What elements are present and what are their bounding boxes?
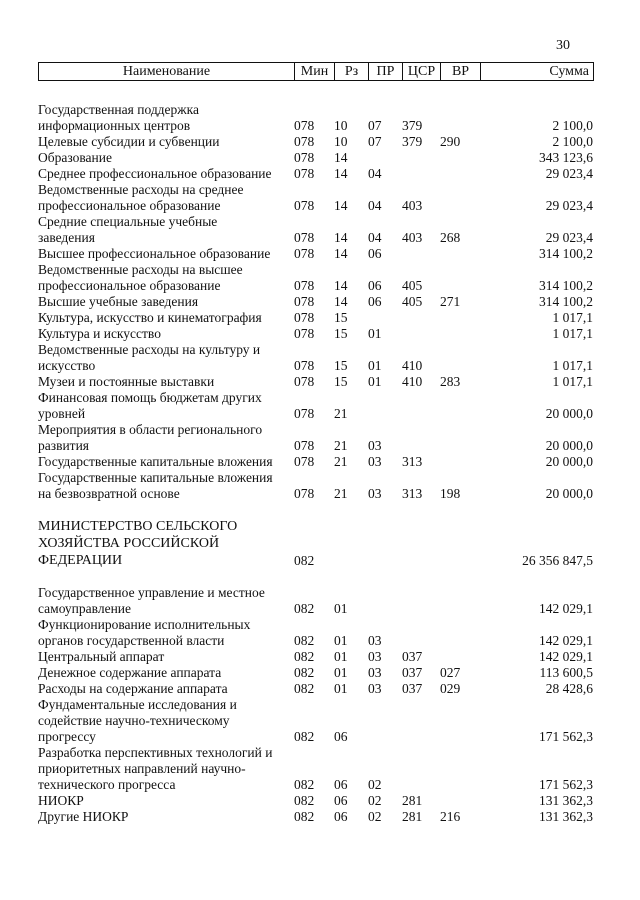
cell-min: 078 xyxy=(294,454,315,469)
cell-csr xyxy=(402,326,440,342)
cell-sum: 20 000,0 xyxy=(545,454,593,469)
cell-name xyxy=(38,134,294,150)
header-min: Мин xyxy=(295,63,335,81)
ministry-row xyxy=(38,518,593,569)
cell-vr xyxy=(440,518,480,569)
table-row xyxy=(38,326,593,342)
cell-name xyxy=(38,809,294,825)
cell-vr: 268 xyxy=(440,230,461,245)
name-line: Высшие учебные заведения xyxy=(38,294,199,309)
cell-min: 082 xyxy=(294,601,315,616)
cell-min: 082 xyxy=(294,809,315,824)
cell-vr xyxy=(440,310,480,326)
cell-vr xyxy=(440,182,480,214)
cell-name xyxy=(38,166,294,182)
cell-sum: 343 123,6 xyxy=(539,150,593,165)
cell-min: 078 xyxy=(294,230,315,245)
cell-sum: 314 100,2 xyxy=(539,278,593,293)
cell-rz: 14 xyxy=(334,198,348,213)
table-row xyxy=(38,454,593,470)
table-row xyxy=(38,809,593,825)
cell-vr: 198 xyxy=(440,486,461,501)
cell-name xyxy=(38,681,294,697)
cell-csr xyxy=(402,585,440,617)
cell-sum: 20 000,0 xyxy=(545,486,593,501)
cell-csr: 313 xyxy=(402,454,423,469)
cell-rz: 14 xyxy=(334,246,348,261)
cell-csr: 410 xyxy=(402,358,423,373)
cell-csr: 403 xyxy=(402,198,423,213)
table-row xyxy=(38,665,593,681)
cell-rz: 15 xyxy=(334,310,348,325)
cell-name xyxy=(38,697,294,745)
table-row xyxy=(38,649,593,665)
cell-csr xyxy=(402,422,440,454)
cell-rz: 21 xyxy=(334,486,348,501)
cell-name xyxy=(38,182,294,214)
cell-name xyxy=(38,390,294,422)
cell-name xyxy=(38,294,294,310)
cell-min: 082 xyxy=(294,793,315,808)
cell-csr xyxy=(402,697,440,745)
table-row xyxy=(38,617,593,649)
cell-sum: 1 017,1 xyxy=(552,358,593,373)
cell-vr xyxy=(440,390,480,422)
cell-csr xyxy=(402,310,440,326)
table-row xyxy=(38,793,593,809)
cell-pr xyxy=(368,390,402,422)
cell-vr xyxy=(440,585,480,617)
cell-vr: 029 xyxy=(440,681,461,696)
cell-pr: 06 xyxy=(368,294,382,309)
cell-name xyxy=(38,617,294,649)
table-row xyxy=(38,422,593,454)
cell-csr: 405 xyxy=(402,278,423,293)
cell-min: 078 xyxy=(294,246,315,261)
cell-pr: 02 xyxy=(368,793,382,808)
cell-sum: 1 017,1 xyxy=(552,374,593,389)
cell-rz: 01 xyxy=(334,633,348,648)
cell-sum: 142 029,1 xyxy=(539,649,593,664)
spacer-row xyxy=(38,502,593,518)
cell-pr xyxy=(368,150,402,166)
name-line: Денежное содержание аппарата xyxy=(38,665,222,680)
table-row xyxy=(38,150,593,166)
cell-pr: 03 xyxy=(368,454,382,469)
cell-pr: 04 xyxy=(368,230,382,245)
cell-csr xyxy=(402,390,440,422)
table-row xyxy=(38,390,593,422)
cell-min: 078 xyxy=(294,438,315,453)
name-line: органов государственной власти xyxy=(38,633,225,648)
table-row xyxy=(38,102,593,134)
cell-rz: 14 xyxy=(334,294,348,309)
cell-pr: 02 xyxy=(368,777,382,792)
cell-rz: 06 xyxy=(334,793,348,808)
cell-csr: 379 xyxy=(402,118,423,133)
cell-csr xyxy=(402,518,440,569)
cell-pr: 03 xyxy=(368,649,382,664)
cell-name xyxy=(38,326,294,342)
name-line: Музеи и постоянные выставки xyxy=(38,374,215,389)
cell-csr: 405 xyxy=(402,294,423,309)
name-line: технического прогресса xyxy=(38,777,176,792)
cell-min: 082 xyxy=(294,681,315,696)
table-row xyxy=(38,342,593,374)
name-line: Государственные капитальные вложения xyxy=(38,470,273,485)
cell-name xyxy=(38,262,294,294)
name-line: Культура, искусство и кинематография xyxy=(38,310,262,325)
cell-name xyxy=(38,422,294,454)
cell-name xyxy=(38,102,294,134)
cell-vr: 271 xyxy=(440,294,461,309)
cell-csr xyxy=(402,745,440,793)
cell-sum: 29 023,4 xyxy=(545,166,593,181)
table-row xyxy=(38,246,593,262)
name-line: ХОЗЯЙСТВА РОССИЙСКОЙ xyxy=(38,536,220,551)
cell-min: 082 xyxy=(294,729,315,744)
cell-vr xyxy=(440,745,480,793)
cell-pr: 06 xyxy=(368,246,382,261)
cell-sum: 131 362,3 xyxy=(539,809,593,824)
cell-vr: 027 xyxy=(440,665,461,680)
name-line: самоуправление xyxy=(38,601,132,616)
cell-pr: 03 xyxy=(368,665,382,680)
header-rz: Рз xyxy=(335,63,369,81)
cell-rz: 10 xyxy=(334,118,348,133)
cell-rz: 15 xyxy=(334,326,348,341)
cell-rz: 21 xyxy=(334,454,348,469)
spacer-cell xyxy=(38,86,593,102)
cell-rz: 21 xyxy=(334,406,348,421)
cell-rz: 06 xyxy=(334,809,348,824)
cell-csr xyxy=(402,246,440,262)
cell-sum: 314 100,2 xyxy=(539,246,593,261)
cell-sum: 171 562,3 xyxy=(539,777,593,792)
header-sum: Сумма xyxy=(481,63,594,81)
cell-pr: 03 xyxy=(368,438,382,453)
cell-sum: 28 428,6 xyxy=(545,681,593,696)
name-line: НИОКР xyxy=(38,793,84,808)
cell-min: 078 xyxy=(294,118,315,133)
cell-rz: 15 xyxy=(334,358,348,373)
name-line: приоритетных направлений научно- xyxy=(38,761,246,776)
cell-pr: 03 xyxy=(368,486,382,501)
cell-rz: 01 xyxy=(334,681,348,696)
cell-vr xyxy=(440,326,480,342)
cell-min: 078 xyxy=(294,310,315,325)
table-row xyxy=(38,182,593,214)
table-row xyxy=(38,745,593,793)
cell-sum: 20 000,0 xyxy=(545,438,593,453)
cell-vr xyxy=(440,422,480,454)
cell-name xyxy=(38,374,294,390)
cell-min: 078 xyxy=(294,326,315,341)
cell-name xyxy=(38,214,294,246)
cell-sum: 2 100,0 xyxy=(552,134,593,149)
name-line: Государственные капитальные вложения xyxy=(38,454,273,469)
cell-min: 082 xyxy=(294,777,315,792)
name-line: Государственная поддержка xyxy=(38,102,199,117)
cell-csr: 313 xyxy=(402,486,423,501)
cell-sum: 26 356 847,5 xyxy=(522,553,593,568)
cell-sum: 29 023,4 xyxy=(545,230,593,245)
cell-name xyxy=(38,342,294,374)
cell-name xyxy=(38,665,294,681)
budget-table xyxy=(38,86,593,825)
cell-pr: 01 xyxy=(368,358,382,373)
cell-sum: 113 600,5 xyxy=(539,665,593,680)
cell-rz: 14 xyxy=(334,278,348,293)
cell-pr: 03 xyxy=(368,681,382,696)
cell-csr: 037 xyxy=(402,649,423,664)
cell-name xyxy=(38,310,294,326)
table-row xyxy=(38,262,593,294)
cell-min: 078 xyxy=(294,294,315,309)
header-csr: ЦСР xyxy=(403,63,441,81)
cell-min: 082 xyxy=(294,633,315,648)
name-line: Разработка перспективных технологий и xyxy=(38,745,273,760)
header-pr: ПР xyxy=(369,63,403,81)
cell-rz: 14 xyxy=(334,166,348,181)
name-line: ФЕДЕРАЦИИ xyxy=(38,553,123,568)
cell-min: 082 xyxy=(294,665,315,680)
cell-rz: 01 xyxy=(334,649,348,664)
cell-pr xyxy=(368,310,402,326)
cell-min: 078 xyxy=(294,486,315,501)
name-line: Мероприятия в области регионального xyxy=(38,422,263,437)
cell-rz: 14 xyxy=(334,150,348,165)
cell-name xyxy=(38,518,294,569)
cell-name xyxy=(38,745,294,793)
cell-name xyxy=(38,470,294,502)
table-row xyxy=(38,374,593,390)
cell-csr: 403 xyxy=(402,230,423,245)
table-row xyxy=(38,310,593,326)
cell-sum: 314 100,2 xyxy=(539,294,593,309)
name-line: Фундаментальные исследования и xyxy=(38,697,237,712)
cell-rz: 14 xyxy=(334,230,348,245)
cell-vr xyxy=(440,166,480,182)
cell-sum: 20 000,0 xyxy=(545,406,593,421)
cell-min: 078 xyxy=(294,374,315,389)
table-row xyxy=(38,470,593,502)
name-line: искусство xyxy=(38,358,96,373)
name-line: Государственное управление и местное xyxy=(38,585,265,600)
cell-csr: 379 xyxy=(402,134,423,149)
name-line: Ведомственные расходы на культуру и xyxy=(38,342,261,357)
cell-vr xyxy=(440,246,480,262)
cell-min: 078 xyxy=(294,198,315,213)
cell-vr xyxy=(440,262,480,294)
name-line: Образование xyxy=(38,150,112,165)
cell-pr: 04 xyxy=(368,198,382,213)
cell-vr xyxy=(440,102,480,134)
spacer-row xyxy=(38,86,593,102)
cell-pr: 01 xyxy=(368,326,382,341)
name-line: МИНИСТЕРСТВО СЕЛЬСКОГО xyxy=(38,519,238,534)
name-line: Расходы на содержание аппарата xyxy=(38,681,228,696)
name-line: Среднее профессиональное образование xyxy=(38,166,272,181)
name-line: профессиональное образование xyxy=(38,198,221,213)
name-line: профессиональное образование xyxy=(38,278,221,293)
cell-pr: 04 xyxy=(368,166,382,181)
cell-min: 082 xyxy=(294,649,315,664)
name-line: Функционирование исполнительных xyxy=(38,617,251,632)
table-row xyxy=(38,294,593,310)
name-line: информационных центров xyxy=(38,118,191,133)
name-line: Ведомственные расходы на среднее xyxy=(38,182,244,197)
cell-rz: 15 xyxy=(334,374,348,389)
cell-csr: 410 xyxy=(402,374,423,389)
table-row xyxy=(38,585,593,617)
cell-sum: 131 362,3 xyxy=(539,793,593,808)
cell-pr: 07 xyxy=(368,118,382,133)
table-row xyxy=(38,681,593,697)
cell-name xyxy=(38,649,294,665)
cell-vr xyxy=(440,454,480,470)
cell-vr xyxy=(440,342,480,374)
cell-vr xyxy=(440,649,480,665)
cell-vr xyxy=(440,150,480,166)
cell-rz: 01 xyxy=(334,665,348,680)
cell-vr xyxy=(440,793,480,809)
name-line: развития xyxy=(38,438,90,453)
cell-min: 078 xyxy=(294,150,315,165)
cell-min: 078 xyxy=(294,406,315,421)
cell-pr: 03 xyxy=(368,633,382,648)
name-line: Финансовая помощь бюджетам других xyxy=(38,390,262,405)
table-row xyxy=(38,166,593,182)
name-line: на безвозвратной основе xyxy=(38,486,180,501)
cell-csr: 281 xyxy=(402,793,423,808)
table-header xyxy=(38,62,594,81)
cell-vr xyxy=(440,617,480,649)
cell-rz: 01 xyxy=(334,601,348,616)
name-line: Центральный аппарат xyxy=(38,649,165,664)
name-line: заведения xyxy=(38,230,95,245)
name-line: Ведомственные расходы на высшее xyxy=(38,262,243,277)
cell-vr: 283 xyxy=(440,374,461,389)
cell-vr: 216 xyxy=(440,809,461,824)
cell-csr xyxy=(402,166,440,182)
name-line: Целевые субсидии и субвенции xyxy=(38,134,220,149)
cell-pr: 07 xyxy=(368,134,382,149)
cell-sum: 2 100,0 xyxy=(552,118,593,133)
cell-sum: 142 029,1 xyxy=(539,633,593,648)
name-line: Высшее профессиональное образование xyxy=(38,246,271,261)
table-row xyxy=(38,134,593,150)
cell-pr xyxy=(368,697,402,745)
cell-min: 078 xyxy=(294,358,315,373)
cell-rz xyxy=(334,518,368,569)
name-line: содействие научно-техническому xyxy=(38,713,230,728)
spacer-cell xyxy=(38,502,593,518)
cell-sum: 142 029,1 xyxy=(539,601,593,616)
cell-rz: 06 xyxy=(334,729,348,744)
cell-sum: 29 023,4 xyxy=(545,198,593,213)
cell-csr: 037 xyxy=(402,665,423,680)
page-number: 30 xyxy=(556,38,570,53)
cell-name xyxy=(38,454,294,470)
cell-name xyxy=(38,793,294,809)
cell-pr: 06 xyxy=(368,278,382,293)
cell-sum: 1 017,1 xyxy=(552,326,593,341)
name-line: Культура и искусство xyxy=(38,326,161,341)
cell-name xyxy=(38,246,294,262)
name-line: прогрессу xyxy=(38,729,96,744)
table-row xyxy=(38,214,593,246)
cell-sum: 1 017,1 xyxy=(552,310,593,325)
header-vr: ВР xyxy=(441,63,481,81)
cell-vr xyxy=(440,697,480,745)
header-name: Наименование xyxy=(39,63,295,81)
cell-name xyxy=(38,150,294,166)
cell-min: 078 xyxy=(294,134,315,149)
cell-pr: 02 xyxy=(368,809,382,824)
cell-rz: 10 xyxy=(334,134,348,149)
cell-min: 078 xyxy=(294,166,315,181)
spacer-row xyxy=(38,569,593,585)
name-line: Другие НИОКР xyxy=(38,809,129,824)
spacer-cell xyxy=(38,569,593,585)
cell-rz: 21 xyxy=(334,438,348,453)
cell-min: 078 xyxy=(294,278,315,293)
table-row xyxy=(38,697,593,745)
cell-pr xyxy=(368,585,402,617)
cell-pr: 01 xyxy=(368,374,382,389)
cell-name xyxy=(38,585,294,617)
cell-sum: 171 562,3 xyxy=(539,729,593,744)
cell-min: 082 xyxy=(294,553,315,568)
cell-csr xyxy=(402,617,440,649)
name-line: Средние специальные учебные xyxy=(38,214,218,229)
cell-csr xyxy=(402,150,440,166)
cell-csr: 281 xyxy=(402,809,423,824)
cell-rz: 06 xyxy=(334,777,348,792)
cell-vr: 290 xyxy=(440,134,461,149)
name-line: уровней xyxy=(38,406,86,421)
cell-pr xyxy=(368,518,402,569)
cell-csr: 037 xyxy=(402,681,423,696)
